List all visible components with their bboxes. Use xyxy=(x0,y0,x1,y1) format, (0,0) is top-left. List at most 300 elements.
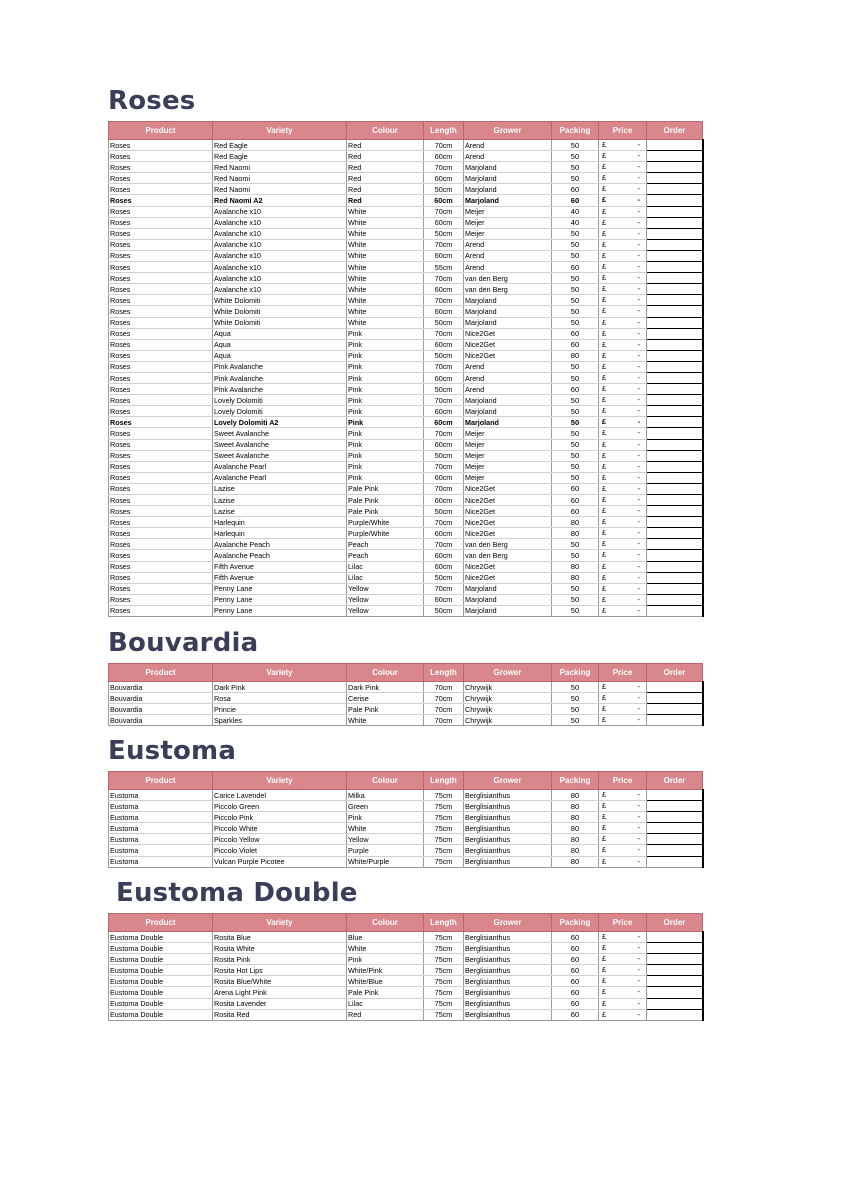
cell-colour: White xyxy=(347,823,424,834)
cell-variety: Aqua xyxy=(213,339,347,350)
cell-length: 60cm xyxy=(424,417,464,428)
order-input-cell[interactable] xyxy=(647,943,703,954)
cell-length: 50cm xyxy=(424,184,464,195)
table-row xyxy=(109,801,703,812)
order-input-cell[interactable] xyxy=(647,528,703,539)
cell-price xyxy=(599,506,647,517)
cell-colour: White xyxy=(347,715,424,726)
cell-length: 70cm xyxy=(424,162,464,173)
cell-grower: Marjoland xyxy=(464,173,552,184)
table-row xyxy=(109,250,703,261)
column-header-grower: Grower xyxy=(464,122,552,140)
order-input-cell[interactable] xyxy=(647,428,703,439)
header-row xyxy=(109,772,703,790)
order-input-cell[interactable] xyxy=(647,151,703,162)
cell-price xyxy=(599,539,647,550)
order-input-cell[interactable] xyxy=(647,306,703,317)
order-input-cell[interactable] xyxy=(647,715,703,726)
cell-product: Bouvardia xyxy=(109,715,213,726)
cell-price xyxy=(599,715,647,726)
currency-symbol: £ xyxy=(602,461,606,471)
column-header-variety: Variety xyxy=(213,772,347,790)
cell-colour: Pink xyxy=(347,472,424,483)
price-value: - xyxy=(637,539,640,549)
cell-length: 60cm xyxy=(424,173,464,184)
cell-packing: 80 xyxy=(552,517,599,528)
cell-grower: Meijer xyxy=(464,428,552,439)
table-row xyxy=(109,140,703,151)
table-row xyxy=(109,715,703,726)
cell-packing: 50 xyxy=(552,228,599,239)
cell-grower: Marjoland xyxy=(464,184,552,195)
currency-symbol: £ xyxy=(602,162,606,172)
cell-grower: Marjoland xyxy=(464,195,552,206)
cell-length: 75cm xyxy=(424,834,464,845)
cell-packing: 80 xyxy=(552,528,599,539)
column-header-price: Price xyxy=(599,122,647,140)
cell-colour: Pink xyxy=(347,450,424,461)
table-row xyxy=(109,583,703,594)
order-input-cell[interactable] xyxy=(647,594,703,605)
cell-colour: White/Pink xyxy=(347,965,424,976)
currency-symbol: £ xyxy=(602,594,606,604)
cell-product: Eustoma xyxy=(109,801,213,812)
column-header-product: Product xyxy=(109,664,213,682)
cell-packing: 50 xyxy=(552,715,599,726)
cell-price xyxy=(599,495,647,506)
cell-length: 60cm xyxy=(424,550,464,561)
currency-symbol: £ xyxy=(602,439,606,449)
order-input-cell[interactable] xyxy=(647,284,703,295)
currency-symbol: £ xyxy=(602,572,606,582)
cell-length: 60cm xyxy=(424,195,464,206)
table-row xyxy=(109,295,703,306)
column-header-packing: Packing xyxy=(552,122,599,140)
cell-product: Roses xyxy=(109,550,213,561)
order-input-cell[interactable] xyxy=(647,228,703,239)
cell-grower: Marjoland xyxy=(464,295,552,306)
order-input-cell[interactable] xyxy=(647,317,703,328)
cell-length: 70cm xyxy=(424,539,464,550)
cell-price xyxy=(599,998,647,1009)
currency-symbol: £ xyxy=(602,1009,606,1019)
cell-product: Roses xyxy=(109,439,213,450)
cell-price xyxy=(599,1009,647,1020)
table-row xyxy=(109,395,703,406)
cell-product: Roses xyxy=(109,594,213,605)
cell-product: Roses xyxy=(109,140,213,151)
table-row xyxy=(109,605,703,616)
column-header-product: Product xyxy=(109,122,213,140)
order-input-cell[interactable] xyxy=(647,506,703,517)
order-input-cell[interactable] xyxy=(647,184,703,195)
cell-grower: van den Berg xyxy=(464,273,552,284)
cell-variety: Avalanche Pearl xyxy=(213,472,347,483)
order-input-cell[interactable] xyxy=(647,406,703,417)
cell-variety: Sparkles xyxy=(213,715,347,726)
price-value: - xyxy=(637,361,640,371)
order-input-cell[interactable] xyxy=(647,361,703,372)
cell-length: 75cm xyxy=(424,801,464,812)
cell-packing: 60 xyxy=(552,495,599,506)
order-input-cell[interactable] xyxy=(647,417,703,428)
cell-price xyxy=(599,483,647,494)
cell-variety: Avalanche x10 xyxy=(213,206,347,217)
cell-price xyxy=(599,976,647,987)
price-value: - xyxy=(637,834,640,844)
order-input-cell[interactable] xyxy=(647,801,703,812)
cell-price xyxy=(599,250,647,261)
cell-colour: Pink xyxy=(347,350,424,361)
price-value: - xyxy=(637,417,640,427)
cell-product: Roses xyxy=(109,250,213,261)
order-input-cell[interactable] xyxy=(647,583,703,594)
cell-product: Roses xyxy=(109,506,213,517)
order-input-cell[interactable] xyxy=(647,550,703,561)
currency-symbol: £ xyxy=(602,417,606,427)
cell-variety: Harlequin xyxy=(213,528,347,539)
order-input-cell[interactable] xyxy=(647,250,703,261)
order-input-cell[interactable] xyxy=(647,217,703,228)
cell-packing: 80 xyxy=(552,823,599,834)
cell-price xyxy=(599,173,647,184)
cell-variety: Avalanche x10 xyxy=(213,284,347,295)
cell-grower: van den Berg xyxy=(464,550,552,561)
cell-length: 60cm xyxy=(424,439,464,450)
header-row xyxy=(109,122,703,140)
cell-price xyxy=(599,572,647,583)
cell-packing: 80 xyxy=(552,350,599,361)
cell-variety: Princie xyxy=(213,704,347,715)
currency-symbol: £ xyxy=(602,273,606,283)
cell-variety: Avalanche x10 xyxy=(213,273,347,284)
cell-length: 60cm xyxy=(424,217,464,228)
order-input-cell[interactable] xyxy=(647,845,703,856)
cell-variety: Rosita Lavender xyxy=(213,998,347,1009)
cell-length: 60cm xyxy=(424,250,464,261)
cell-price xyxy=(599,856,647,867)
currency-symbol: £ xyxy=(602,823,606,833)
cell-product: Eustoma xyxy=(109,790,213,801)
order-input-cell[interactable] xyxy=(647,965,703,976)
cell-grower: Berglisianthus xyxy=(464,987,552,998)
table-row xyxy=(109,372,703,383)
cell-variety: Lovely Dolomiti xyxy=(213,406,347,417)
cell-packing: 40 xyxy=(552,206,599,217)
cell-price xyxy=(599,406,647,417)
order-input-cell[interactable] xyxy=(647,350,703,361)
price-value: - xyxy=(637,162,640,172)
currency-symbol: £ xyxy=(602,834,606,844)
order-input-cell[interactable] xyxy=(647,162,703,173)
cell-price xyxy=(599,295,647,306)
table-row xyxy=(109,206,703,217)
table-row xyxy=(109,693,703,704)
order-input-cell[interactable] xyxy=(647,206,703,217)
cell-packing: 60 xyxy=(552,262,599,273)
cell-grower: Berglisianthus xyxy=(464,1009,552,1020)
currency-symbol: £ xyxy=(602,284,606,294)
column-header-order: Order xyxy=(647,122,703,140)
table-row xyxy=(109,506,703,517)
column-header-packing: Packing xyxy=(552,664,599,682)
order-input-cell[interactable] xyxy=(647,384,703,395)
cell-product: Roses xyxy=(109,306,213,317)
order-input-cell[interactable] xyxy=(647,262,703,273)
order-input-cell[interactable] xyxy=(647,239,703,250)
table-row xyxy=(109,517,703,528)
cell-packing: 50 xyxy=(552,428,599,439)
cell-variety: Penny Lane xyxy=(213,583,347,594)
order-input-cell[interactable] xyxy=(647,561,703,572)
table-row xyxy=(109,417,703,428)
order-input-cell[interactable] xyxy=(647,539,703,550)
cell-grower: Nice2Get xyxy=(464,528,552,539)
cell-packing: 50 xyxy=(552,583,599,594)
order-input-cell[interactable] xyxy=(647,954,703,965)
table-row xyxy=(109,528,703,539)
cell-colour: Green xyxy=(347,801,424,812)
order-input-cell[interactable] xyxy=(647,693,703,704)
cell-price xyxy=(599,262,647,273)
cell-variety: Penny Lane xyxy=(213,594,347,605)
cell-grower: Nice2Get xyxy=(464,572,552,583)
cell-packing: 50 xyxy=(552,605,599,616)
cell-colour: Purple xyxy=(347,845,424,856)
order-input-cell[interactable] xyxy=(647,1009,703,1020)
cell-grower: Arend xyxy=(464,361,552,372)
order-input-cell[interactable] xyxy=(647,856,703,867)
price-value: - xyxy=(637,406,640,416)
currency-symbol: £ xyxy=(602,506,606,516)
table-row xyxy=(109,406,703,417)
table-row xyxy=(109,173,703,184)
column-header-grower: Grower xyxy=(464,914,552,932)
cell-colour: Red xyxy=(347,173,424,184)
cell-colour: Lilac xyxy=(347,998,424,1009)
cell-product: Eustoma Double xyxy=(109,943,213,954)
cell-packing: 50 xyxy=(552,306,599,317)
table-row xyxy=(109,932,703,943)
cell-variety: Lovely Dolomiti xyxy=(213,395,347,406)
cell-grower: Meijer xyxy=(464,439,552,450)
cell-colour: White/Purple xyxy=(347,856,424,867)
order-input-cell[interactable] xyxy=(647,704,703,715)
price-value: - xyxy=(637,384,640,394)
cell-price xyxy=(599,239,647,250)
cell-grower: Marjoland xyxy=(464,583,552,594)
cell-price xyxy=(599,417,647,428)
cell-grower: Chrywijk xyxy=(464,715,552,726)
order-input-cell[interactable] xyxy=(647,450,703,461)
cell-price xyxy=(599,273,647,284)
cell-packing: 50 xyxy=(552,417,599,428)
order-input-cell[interactable] xyxy=(647,517,703,528)
cell-length: 70cm xyxy=(424,206,464,217)
order-input-cell[interactable] xyxy=(647,295,703,306)
price-value: - xyxy=(637,682,640,691)
cell-grower: Arend xyxy=(464,250,552,261)
cell-variety: Rosita Pink xyxy=(213,954,347,965)
order-input-cell[interactable] xyxy=(647,195,703,206)
cell-colour: Yellow xyxy=(347,583,424,594)
cell-variety: Piccolo Pink xyxy=(213,812,347,823)
cell-variety: Avalanche x10 xyxy=(213,250,347,261)
column-header-colour: Colour xyxy=(347,122,424,140)
order-input-cell[interactable] xyxy=(647,461,703,472)
cell-price xyxy=(599,517,647,528)
currency-symbol: £ xyxy=(602,801,606,811)
column-header-colour: Colour xyxy=(347,914,424,932)
column-header-colour: Colour xyxy=(347,772,424,790)
cell-length: 50cm xyxy=(424,384,464,395)
price-value: - xyxy=(637,173,640,183)
table-row xyxy=(109,943,703,954)
cell-price xyxy=(599,943,647,954)
section-bouvardia xyxy=(108,628,702,726)
cell-packing: 50 xyxy=(552,162,599,173)
cell-variety: Aqua xyxy=(213,328,347,339)
price-value: - xyxy=(637,250,640,260)
cell-product: Bouvardia xyxy=(109,693,213,704)
order-input-cell[interactable] xyxy=(647,328,703,339)
cell-length: 60cm xyxy=(424,472,464,483)
cell-price xyxy=(599,693,647,704)
cell-variety: Red Naomi A2 xyxy=(213,195,347,206)
order-input-cell[interactable] xyxy=(647,173,703,184)
table-row xyxy=(109,361,703,372)
price-value: - xyxy=(637,801,640,811)
order-input-cell[interactable] xyxy=(647,790,703,801)
cell-colour: White xyxy=(347,250,424,261)
order-input-cell[interactable] xyxy=(647,987,703,998)
currency-symbol: £ xyxy=(602,517,606,527)
cell-grower: Meijer xyxy=(464,472,552,483)
table-row xyxy=(109,328,703,339)
price-value: - xyxy=(637,932,640,941)
order-input-cell[interactable] xyxy=(647,605,703,616)
cell-length: 50cm xyxy=(424,350,464,361)
cell-colour: Pale Pink xyxy=(347,506,424,517)
cell-variety: Rosita Blue xyxy=(213,932,347,943)
cell-grower: Berglisianthus xyxy=(464,965,552,976)
order-input-cell[interactable] xyxy=(647,439,703,450)
cell-variety: Aqua xyxy=(213,350,347,361)
cell-colour: White xyxy=(347,217,424,228)
cell-grower: Berglisianthus xyxy=(464,845,552,856)
column-header-length: Length xyxy=(424,122,464,140)
cell-length: 55cm xyxy=(424,262,464,273)
currency-symbol: £ xyxy=(602,395,606,405)
cell-colour: Pale Pink xyxy=(347,704,424,715)
order-input-cell[interactable] xyxy=(647,372,703,383)
table-row xyxy=(109,350,703,361)
currency-symbol: £ xyxy=(602,998,606,1008)
order-input-cell[interactable] xyxy=(647,472,703,483)
column-header-packing: Packing xyxy=(552,914,599,932)
table-row xyxy=(109,987,703,998)
order-input-cell[interactable] xyxy=(647,812,703,823)
cell-length: 75cm xyxy=(424,856,464,867)
cell-colour: Pink xyxy=(347,361,424,372)
cell-product: Eustoma xyxy=(109,812,213,823)
order-input-cell[interactable] xyxy=(647,140,703,151)
cell-grower: Marjoland xyxy=(464,317,552,328)
price-value: - xyxy=(637,943,640,953)
price-value: - xyxy=(637,856,640,866)
cell-grower: Arend xyxy=(464,372,552,383)
price-table xyxy=(108,771,704,868)
cell-price xyxy=(599,206,647,217)
cell-grower: Berglisianthus xyxy=(464,856,552,867)
cell-product: Roses xyxy=(109,195,213,206)
cell-packing: 60 xyxy=(552,384,599,395)
table-row xyxy=(109,550,703,561)
cell-price xyxy=(599,306,647,317)
cell-packing: 80 xyxy=(552,572,599,583)
order-input-cell[interactable] xyxy=(647,834,703,845)
cell-length: 70cm xyxy=(424,140,464,151)
cell-colour: Pink xyxy=(347,439,424,450)
price-value: - xyxy=(637,151,640,161)
price-value: - xyxy=(637,339,640,349)
cell-variety: Avalanche Peach xyxy=(213,539,347,550)
price-value: - xyxy=(637,284,640,294)
cell-length: 50cm xyxy=(424,228,464,239)
order-input-cell[interactable] xyxy=(647,976,703,987)
cell-variety: Lazise xyxy=(213,495,347,506)
table-row xyxy=(109,317,703,328)
order-input-cell[interactable] xyxy=(647,998,703,1009)
cell-length: 70cm xyxy=(424,395,464,406)
price-value: - xyxy=(637,823,640,833)
cell-product: Roses xyxy=(109,495,213,506)
cell-price xyxy=(599,162,647,173)
cell-length: 50cm xyxy=(424,450,464,461)
order-input-cell[interactable] xyxy=(647,495,703,506)
order-input-cell[interactable] xyxy=(647,572,703,583)
order-input-cell[interactable] xyxy=(647,483,703,494)
cell-price xyxy=(599,932,647,943)
order-input-cell[interactable] xyxy=(647,932,703,943)
cell-grower: Meijer xyxy=(464,206,552,217)
cell-variety: Red Naomi xyxy=(213,184,347,195)
order-input-cell[interactable] xyxy=(647,823,703,834)
cell-price xyxy=(599,395,647,406)
order-input-cell[interactable] xyxy=(647,682,703,693)
price-value: - xyxy=(637,295,640,305)
order-input-cell[interactable] xyxy=(647,273,703,284)
currency-symbol: £ xyxy=(602,372,606,382)
header-row xyxy=(109,664,703,682)
cell-colour: Purple/White xyxy=(347,517,424,528)
order-input-cell[interactable] xyxy=(647,395,703,406)
cell-packing: 60 xyxy=(552,184,599,195)
cell-length: 60cm xyxy=(424,372,464,383)
price-value: - xyxy=(637,976,640,986)
cell-colour: Pink xyxy=(347,328,424,339)
cell-length: 75cm xyxy=(424,932,464,943)
price-value: - xyxy=(637,350,640,360)
cell-product: Roses xyxy=(109,295,213,306)
column-header-order: Order xyxy=(647,772,703,790)
cell-length: 75cm xyxy=(424,1009,464,1020)
column-header-product: Product xyxy=(109,772,213,790)
cell-variety: Piccolo Yellow xyxy=(213,834,347,845)
cell-packing: 50 xyxy=(552,682,599,693)
currency-symbol: £ xyxy=(602,206,606,216)
order-input-cell[interactable] xyxy=(647,339,703,350)
